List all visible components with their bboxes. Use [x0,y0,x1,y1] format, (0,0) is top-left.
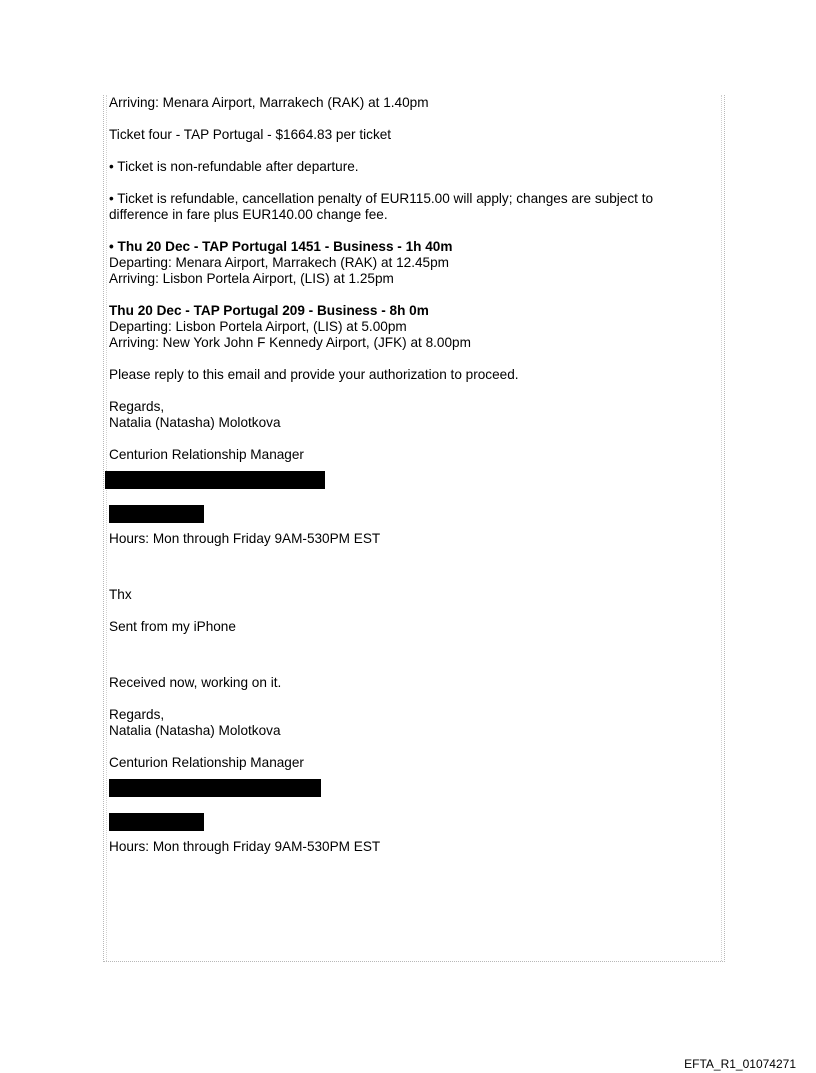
signature1-role: Centurion Relationship Manager [109,447,304,462]
flight1-title: • Thu 20 Dec - TAP Portugal 1451 - Business - 1h 40m [109,239,453,254]
redaction-block [109,779,321,797]
flight1-depart: Departing: Menara Airport, Marrakech (RAK) at 12.45pm [109,255,449,270]
document-id: EFTA_R1_01074271 [684,1057,796,1071]
signature2-role: Centurion Relationship Manager [109,755,304,770]
signature1-name: Natalia (Natasha) Molotkova [109,415,281,430]
signature1-regards: Regards, [109,399,165,414]
sent-from-line: Sent from my iPhone [109,619,236,634]
flight2-title: Thu 20 Dec - TAP Portugal 209 - Business - 8h 0m [109,303,429,318]
redaction-block [105,471,325,489]
refundable-bullet: • Ticket is refundable, cancellation penalty of EUR115.00 will apply; changes are subject to difference in fare plus EUR140.00 change fee. [109,191,654,222]
signature2-hours: Hours: Mon through Friday 9AM-530PM EST [109,839,381,854]
arriving-rak-line: Arriving: Menara Airport, Marrakech (RAK) at 1.40pm [109,95,429,110]
signature2-name: Natalia (Natasha) Molotkova [109,723,281,738]
ticket-four-line: Ticket four - TAP Portugal - $1664.83 per ticket [109,127,392,142]
thx-line: Thx [109,587,132,602]
redaction-block [109,505,204,523]
nonrefundable-bullet: • Ticket is non-refundable after departure. [109,159,359,174]
flight1-arrive: Arriving: Lisbon Portela Airport, (LIS) at 1.25pm [109,271,394,286]
signature2-regards: Regards, [109,707,165,722]
flight2-depart: Departing: Lisbon Portela Airport, (LIS) at 5.00pm [109,319,407,334]
received-line: Received now, working on it. [109,675,282,690]
signature1-hours: Hours: Mon through Friday 9AM-530PM EST [109,531,381,546]
flight2-arrive: Arriving: New York John F Kennedy Airport, (JFK) at 8.00pm [109,335,471,350]
reply-request: Please reply to this email and provide your authorization to proceed. [109,367,519,382]
email-body [109,95,709,855]
redaction-block [109,813,204,831]
